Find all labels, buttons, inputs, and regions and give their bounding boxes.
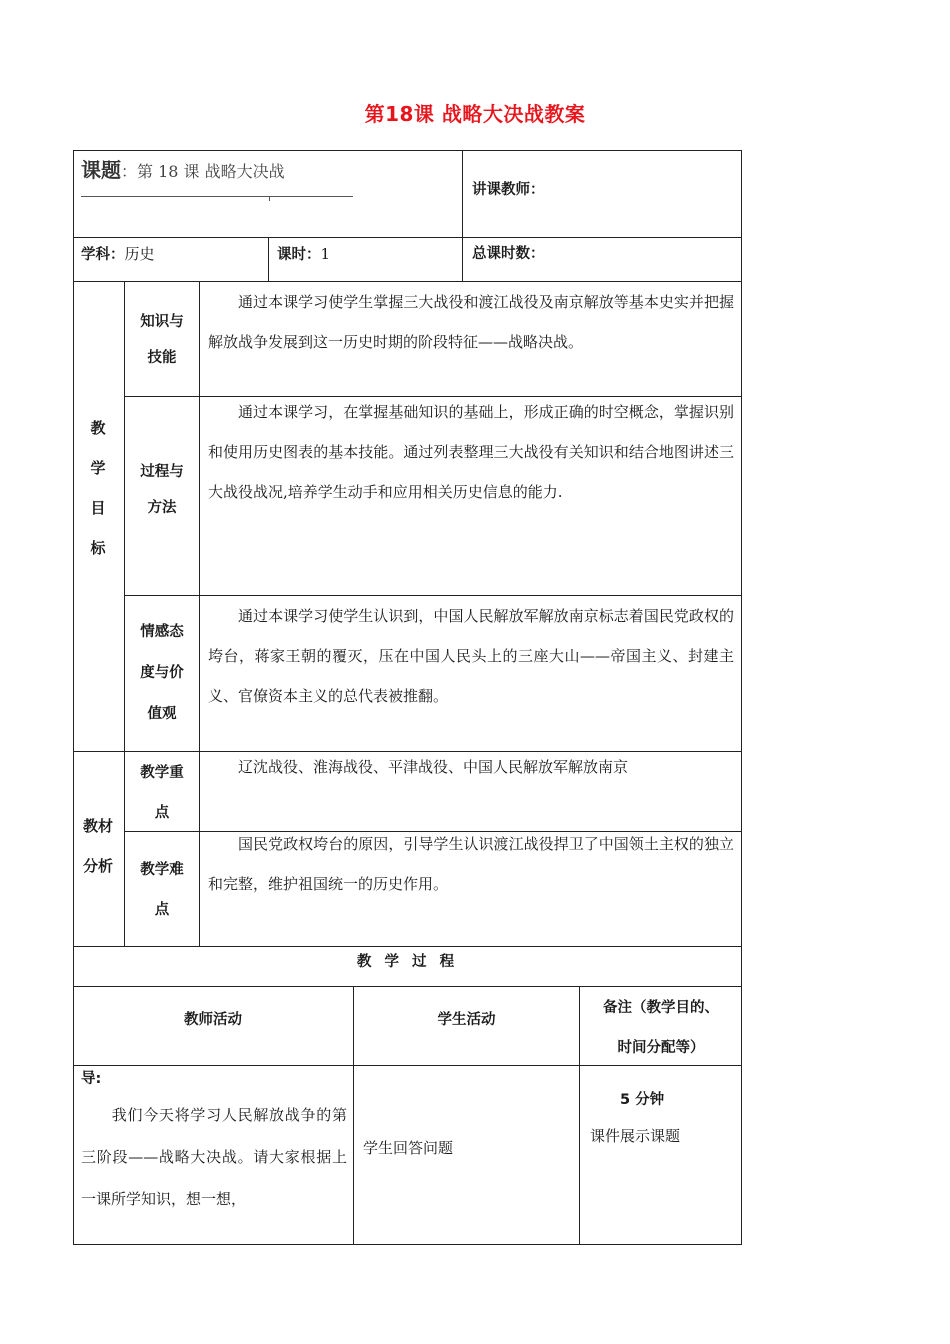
topic-underline	[81, 196, 353, 197]
table-line	[741, 150, 742, 1245]
col-note-header: 备注（教学目的、 时间分配等）	[603, 1000, 719, 1056]
objective-label-values: 情感态 度与价 值观	[140, 624, 184, 722]
subject-cell	[81, 244, 155, 265]
table-line	[73, 237, 742, 238]
document-title: 第18课 战略大决战教案	[364, 102, 586, 126]
objectives-group-label: 教 学 目 标	[90, 419, 106, 557]
table-line	[73, 1244, 742, 1245]
table-line	[73, 946, 742, 947]
table-line	[462, 150, 463, 281]
subject-value: 历史	[124, 245, 155, 263]
objective-text-values: 通过本课学习使学生认识到，中国人民解放军解放南京标志着国民党政权的垮台，蒋家王朝的覆灭，压在中国人民头上的三座大山——帝国主义、封建主义、官僚资本主义的总代表被推翻。	[208, 607, 734, 705]
teacher-heading: 导:	[81, 1071, 102, 1087]
table-line	[73, 150, 742, 151]
hours-value: 1	[320, 245, 331, 263]
lesson-plan-table	[73, 150, 742, 1245]
analysis-label-key: 教学重 点	[140, 765, 184, 821]
student-text: 学生回答问题	[363, 1139, 454, 1157]
topic-tick	[269, 196, 270, 201]
teacher-label: 讲课教师：	[472, 182, 545, 198]
analysis-group-label: 教材 分析	[82, 817, 113, 875]
analysis-label-difficult: 教学难 点	[140, 862, 184, 918]
topic-label: 课题	[81, 158, 121, 182]
objective-label-knowledge: 知识与 技能	[140, 314, 184, 366]
objective-text-knowledge: 通过本课学习使学生掌握三大战役和渡江战役及南京解放等基本史实并把握解放战争发展到这一历史时期的阶段特征——战略决战。	[208, 293, 734, 351]
teacher-text: 我们今天将学习人民解放战争的第三阶段——战略大决战。请大家根据上一课所学知识，想一想，	[81, 1106, 347, 1208]
subject-label: 学科：	[81, 247, 125, 263]
table-line	[73, 986, 742, 987]
objective-label-process: 过程与 方法	[140, 464, 184, 516]
process-title: 教 学 过 程	[356, 954, 459, 970]
note-time: 5 分钟	[620, 1092, 665, 1108]
col-teacher-header: 教师活动	[184, 1012, 242, 1028]
note-text: 课件展示课题	[590, 1127, 681, 1145]
hours-cell	[277, 244, 330, 265]
analysis-text-difficult: 国民党政权垮台的原因，引导学生认识渡江战役捍卫了中国领土主权的独立和完整，维护祖国统一的历史作用。	[208, 835, 734, 893]
table-line	[199, 281, 200, 946]
table-line	[73, 150, 74, 1245]
col-student-header: 学生活动	[437, 1012, 496, 1028]
analysis-text-key: 辽沈战役、淮海战役、平津战役、中国人民解放军解放南京	[238, 758, 629, 776]
topic-colon: ：	[121, 162, 138, 181]
objective-text-process: 通过本课学习，在掌握基础知识的基础上，形成正确的时空概念，掌握识别和使用历史图表的基本技能。通过列表整理三大战役有关知识和结合地图讲述三大战役战况,培养学生动手和应用相关历史信息的能力.	[208, 403, 734, 501]
topic-cell	[81, 160, 371, 190]
total-hours-label: 总课时数：	[472, 246, 545, 262]
table-line	[268, 237, 269, 281]
topic-value: 第 18 课 战略大决战	[137, 162, 285, 181]
hours-label: 课时：	[277, 247, 321, 263]
